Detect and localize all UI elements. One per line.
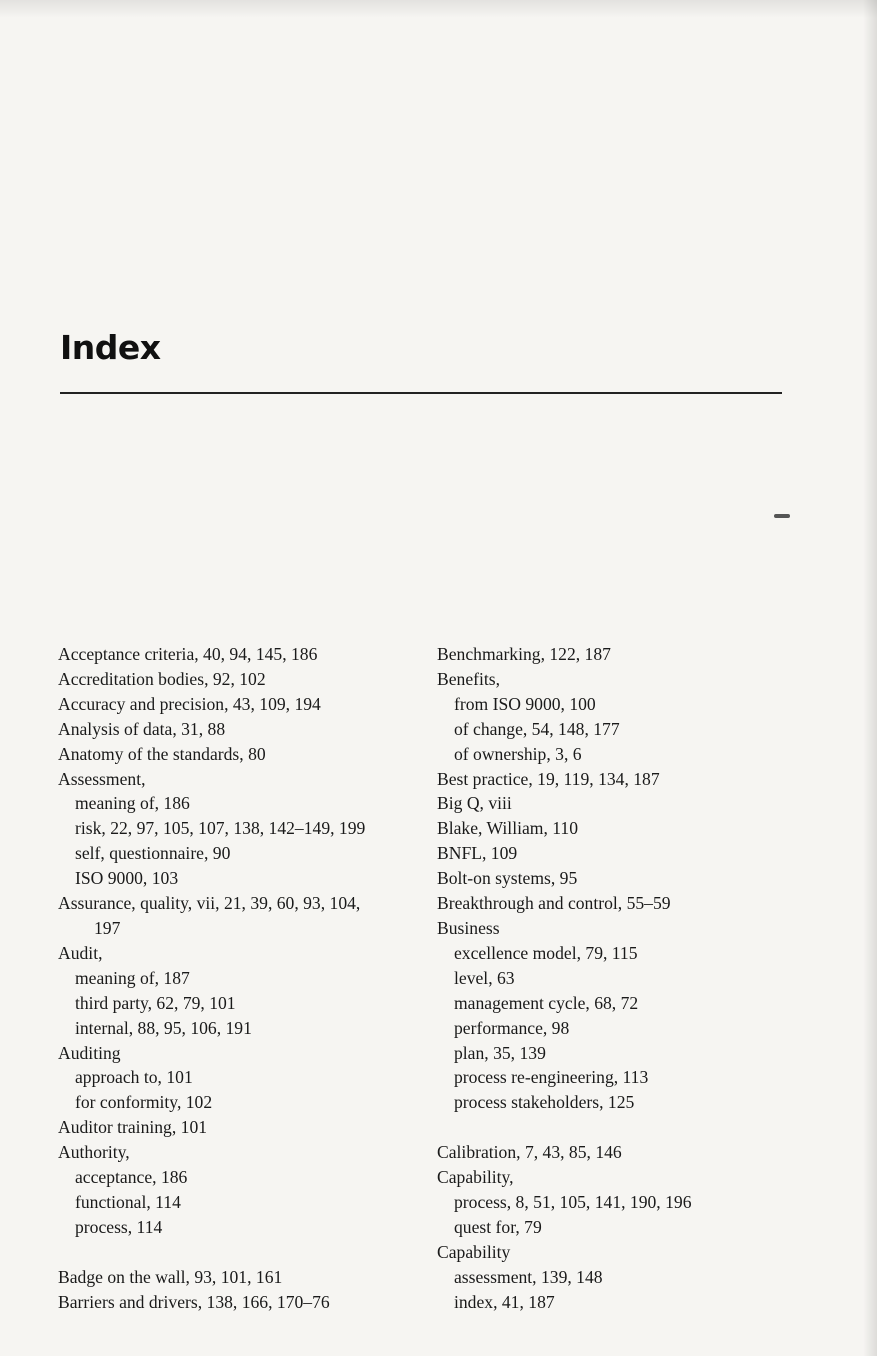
index-subentry: of change, 54, 148, 177 <box>454 718 620 739</box>
index-column-right <box>437 642 807 1314</box>
index-entry: Assessment, <box>58 768 146 789</box>
index-subentry: ISO 9000, 103 <box>75 868 179 889</box>
index-subentry: of ownership, 3, 6 <box>454 743 582 764</box>
index-subentry: self, questionnaire, 90 <box>75 843 231 864</box>
index-subentry: internal, 88, 95, 106, 191 <box>75 1017 252 1038</box>
index-entry: Auditing <box>58 1042 121 1063</box>
index-spacer <box>437 1115 807 1140</box>
index-spacer <box>58 1240 428 1265</box>
index-subentry: functional, 114 <box>75 1191 181 1212</box>
index-entry: Big Q, viii <box>437 793 512 814</box>
index-entry: Assurance, quality, vii, 21, 39, 60, 93, 104, <box>58 893 361 914</box>
index-subentry: plan, 35, 139 <box>454 1042 546 1063</box>
index-entry: Best practice, 19, 119, 134, 187 <box>437 768 660 789</box>
index-entry: Business <box>437 917 500 938</box>
index-entry: Audit, <box>58 942 103 963</box>
index-entry: Capability, <box>437 1167 514 1188</box>
index-entry: Auditor training, 101 <box>58 1117 208 1138</box>
index-entry: Blake, William, 110 <box>437 818 578 839</box>
index-subentry: process, 114 <box>75 1216 163 1237</box>
title-rule <box>60 392 782 394</box>
page-gutter-shadow <box>863 0 877 1356</box>
index-subentry: performance, 98 <box>454 1017 570 1038</box>
index-entry: Breakthrough and control, 55–59 <box>437 893 671 914</box>
index-subentry: meaning of, 186 <box>75 793 190 814</box>
index-column-left <box>58 642 428 1314</box>
index-entry: BNFL, 109 <box>437 843 518 864</box>
index-entry: Benchmarking, 122, 187 <box>437 644 611 664</box>
index-subentry: process stakeholders, 125 <box>454 1092 635 1113</box>
index-entry: Acceptance criteria, 40, 94, 145, 186 <box>58 644 318 664</box>
index-entry: Authority, <box>58 1142 130 1163</box>
index-subentry: meaning of, 187 <box>75 967 190 988</box>
index-subentry: process, 8, 51, 105, 141, 190, 196 <box>454 1191 692 1212</box>
page-top-shadow <box>0 0 877 18</box>
index-subentry: 197 <box>94 917 121 938</box>
index-entry: Bolt-on systems, 95 <box>437 868 578 889</box>
index-entry: Calibration, 7, 43, 85, 146 <box>437 1142 622 1163</box>
index-subentry: index, 41, 187 <box>454 1291 555 1312</box>
index-entry: Anatomy of the standards, 80 <box>58 743 266 764</box>
index-entry: Badge on the wall, 93, 101, 161 <box>58 1266 283 1287</box>
index-entry: Accuracy and precision, 43, 109, 194 <box>58 693 321 714</box>
index-subentry: management cycle, 68, 72 <box>454 992 639 1013</box>
index-subentry: risk, 22, 97, 105, 107, 138, 142–149, 199 <box>75 818 366 839</box>
index-entry: Barriers and drivers, 138, 166, 170–76 <box>58 1291 330 1312</box>
index-subentry: excellence model, 79, 115 <box>454 942 638 963</box>
index-entry: Capability <box>437 1241 511 1262</box>
index-subentry: quest for, 79 <box>454 1216 542 1237</box>
index-entry: Accreditation bodies, 92, 102 <box>58 668 266 689</box>
index-subentry: level, 63 <box>454 967 515 988</box>
index-subentry: from ISO 9000, 100 <box>454 693 596 714</box>
index-subentry: third party, 62, 79, 101 <box>75 992 236 1013</box>
page-title: Index <box>60 328 161 367</box>
index-entry: Benefits, <box>437 668 501 689</box>
margin-mark <box>774 514 790 518</box>
index-subentry: acceptance, 186 <box>75 1167 188 1188</box>
index-subentry: approach to, 101 <box>75 1067 193 1088</box>
index-subentry: assessment, 139, 148 <box>454 1266 603 1287</box>
index-subentry: process re-engineering, 113 <box>454 1067 649 1088</box>
index-entry: Analysis of data, 31, 88 <box>58 718 226 739</box>
index-subentry: for conformity, 102 <box>75 1092 213 1113</box>
